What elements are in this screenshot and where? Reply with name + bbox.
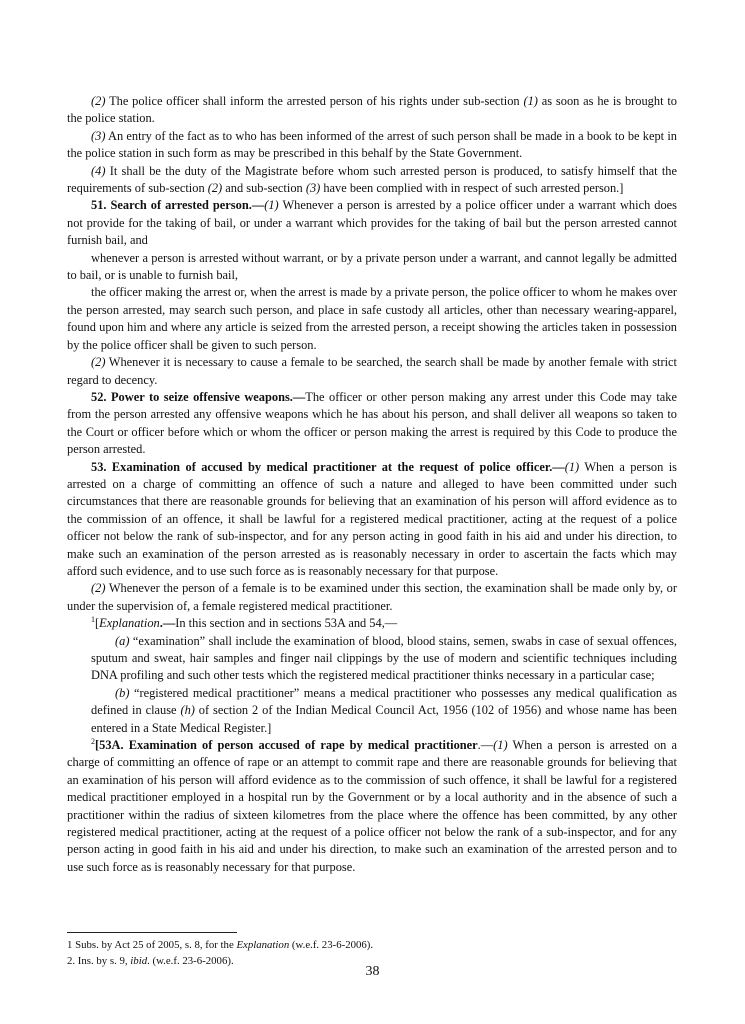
explanation-label: Explanation (99, 616, 160, 631)
footnote-marker: 2 (91, 736, 95, 746)
paragraph-text: In this section and in sections 53A and 54,— (175, 616, 398, 631)
explanation-dash: .— (159, 616, 176, 631)
section-51-continuation-1: whenever a person is arrested without warrant, or by a private person under a warrant, and cannot legally be admitted to bail, or is unable to furnish bail, (67, 250, 677, 283)
paragraph-text: The officer or other person making any arrest under this Code may take from the person arrested any offensive weapons which he has about his person, and shall deliver all weapons so taken to the Court or officer before which or whom the officer or person making the arrest is required by this Code to produce the person arrested. (67, 389, 677, 457)
footnote-italic: ibid (130, 955, 148, 967)
section-51-sub-2 (67, 354, 677, 389)
clause-number: (a) (115, 633, 130, 648)
clause-number: (2) (91, 355, 106, 370)
clause-number: (b) (115, 685, 130, 700)
paragraph-text: The police officer shall inform the arrested person of his rights under sub-section (105, 94, 524, 108)
section-51-continuation-2: the officer making the arrest or, when the arrest is made by a private person, the police officer to whom he makes over the person arrested, may search such person, and place in safe custody all articles, other than necessary wearing-apparel, found upon him and where any article is seized from the arrested person, a receipt showing the articles taken in possession by the police officer shall be given to such person. (67, 285, 678, 352)
explanation-clause-b (67, 685, 677, 737)
explanation-clause-a (67, 633, 677, 685)
section-heading: 53. Examination of accused by medical practitioner at the request of police officer.— (91, 459, 565, 474)
paragraph-sub-section-4 (67, 163, 677, 198)
clause-number: (3) (305, 181, 321, 196)
footnote-text: 2. Ins. by s. 9, (67, 955, 131, 967)
footnote-italic: Explanation (236, 939, 290, 951)
footnote-1 (67, 937, 677, 953)
paragraph-text: of section 2 of the Indian Medical Council Act, 1956 (102 of 1956) and whose name has been entered in a State Medical Register.] (91, 703, 677, 735)
footnote-text: (w.e.f. 23-6-2006). (289, 939, 374, 951)
section-heading: 52. Power to seize offensive weapons.— (91, 389, 306, 404)
paragraph-text: as soon as he is brought to the police station. (67, 94, 677, 126)
bracket: [ (95, 616, 100, 631)
document-body (67, 93, 677, 876)
section-53-sub-2 (67, 580, 677, 615)
clause-number: (1) (564, 459, 580, 474)
paragraph-text: An entry of the fact as to who has been informed of the arrest of such person shall be made in a book to be kept in the police station in such form as may be prescribed in this behalf by the State Government. (67, 128, 677, 161)
paragraph-text: and sub-section (222, 181, 306, 196)
footnote-text: 1 Subs. by Act 25 of 2005, s. 8, for the (67, 939, 237, 951)
paragraph-text: “registered medical practitioner” means a medical practitioner who possesses any medical qualification as defined in clause (91, 685, 677, 718)
section-52 (67, 389, 677, 459)
paragraph-text: have been complied with in respect of such arrested person.] (320, 181, 624, 196)
section-heading: 51. Search of arrested person. (91, 198, 252, 213)
clause-number: (2) (91, 94, 106, 108)
section-53 (67, 459, 677, 581)
paragraph-text: When a person is arrested on a charge of committing an offence of such a nature and alleged to have been committed under such circumstances that there are reasonable grounds for believing that an examination of his person will afford evidence as to the commission of an offence, it shall be lawful for a registered medical practitioner, acting at the request of a police officer not below the rank of sub-inspector, and for any person acting in good faith in his aid and under his direction, to make such an examination of the person arrested as is reasonably necessary in order to ascertain the facts which may afford such evidence, and to use such force as is reasonably necessary for that purpose. (67, 459, 677, 578)
clause-number: (3) (91, 128, 106, 143)
clause-number: (2) (207, 181, 223, 196)
clause-number: (h) (180, 703, 195, 718)
paragraph-text: When a person is arrested on a charge of committing an offence of rape or an attempt to commit rape and there are reasonable grounds for believing that an examination of his person will afford evidence as to the commission of such offence, it shall be lawful for a registered medical practitioner employed in a hospital run by the Government or by a local authority and in the absence of such a practitioner within the radius of sixteen kilometres from the place where the offence has been committed, by any other registered medical practitioner, acting at the request of a police officer not below the rank of a sub-inspector, and for any person acting in good faith in his aid and under his direction, to make such an examination of the arrested person and to use such force as is reasonably necessary for that purpose. (67, 738, 677, 874)
paragraph-text: Whenever the person of a female is to be examined under this section, the examination shall be made only by, or under the supervision of, a female registered medical practitioner. (67, 581, 677, 613)
clause-number: (4) (91, 163, 106, 178)
clause-number: (2) (91, 581, 106, 596)
footnote-text: . (w.e.f. 23-6-2006). (147, 955, 234, 967)
paragraph-text: Whenever a person is arrested by a police officer under a warrant which does not provide for the taking of bail, or under a warrant which provides for the taking of bail but the person arrested cannot furnish bail, and (67, 198, 677, 248)
footnote-marker: 1 (91, 615, 95, 625)
paragraph-sub-section-2 (67, 93, 677, 128)
explanation-heading (67, 615, 677, 632)
section-dash: .— (477, 738, 494, 753)
paragraph-text: It shall be the duty of the Magistrate before whom such arrested person is produced, to satisfy himself that the requirements of sub-section (67, 163, 677, 196)
section-heading: [53A. Examination of person accused of rape by medical practitioner (95, 738, 478, 753)
paragraph-text: Whenever it is necessary to cause a female to be searched, the search shall be made by another female with strict regard to decency. (67, 355, 677, 387)
section-dash: — (251, 198, 265, 213)
footnote-divider (67, 932, 237, 933)
paragraph-sub-section-3 (67, 128, 677, 163)
section-53a (67, 737, 677, 876)
paragraph-text: “examination” shall include the examination of blood, blood stains, semen, swabs in case of sexual offences, sputum and sweat, hair samples and finger nail clippings by the use of modern and scientific techniques including DNA profiling and such other tests which the registered medical practitioner thinks necessary in a particular case; (91, 633, 677, 683)
clause-number: (1) (523, 94, 538, 108)
clause-number: (1) (264, 198, 279, 213)
clause-number: (1) (493, 738, 508, 753)
section-51 (67, 197, 677, 249)
page-number: 38 (365, 964, 380, 979)
